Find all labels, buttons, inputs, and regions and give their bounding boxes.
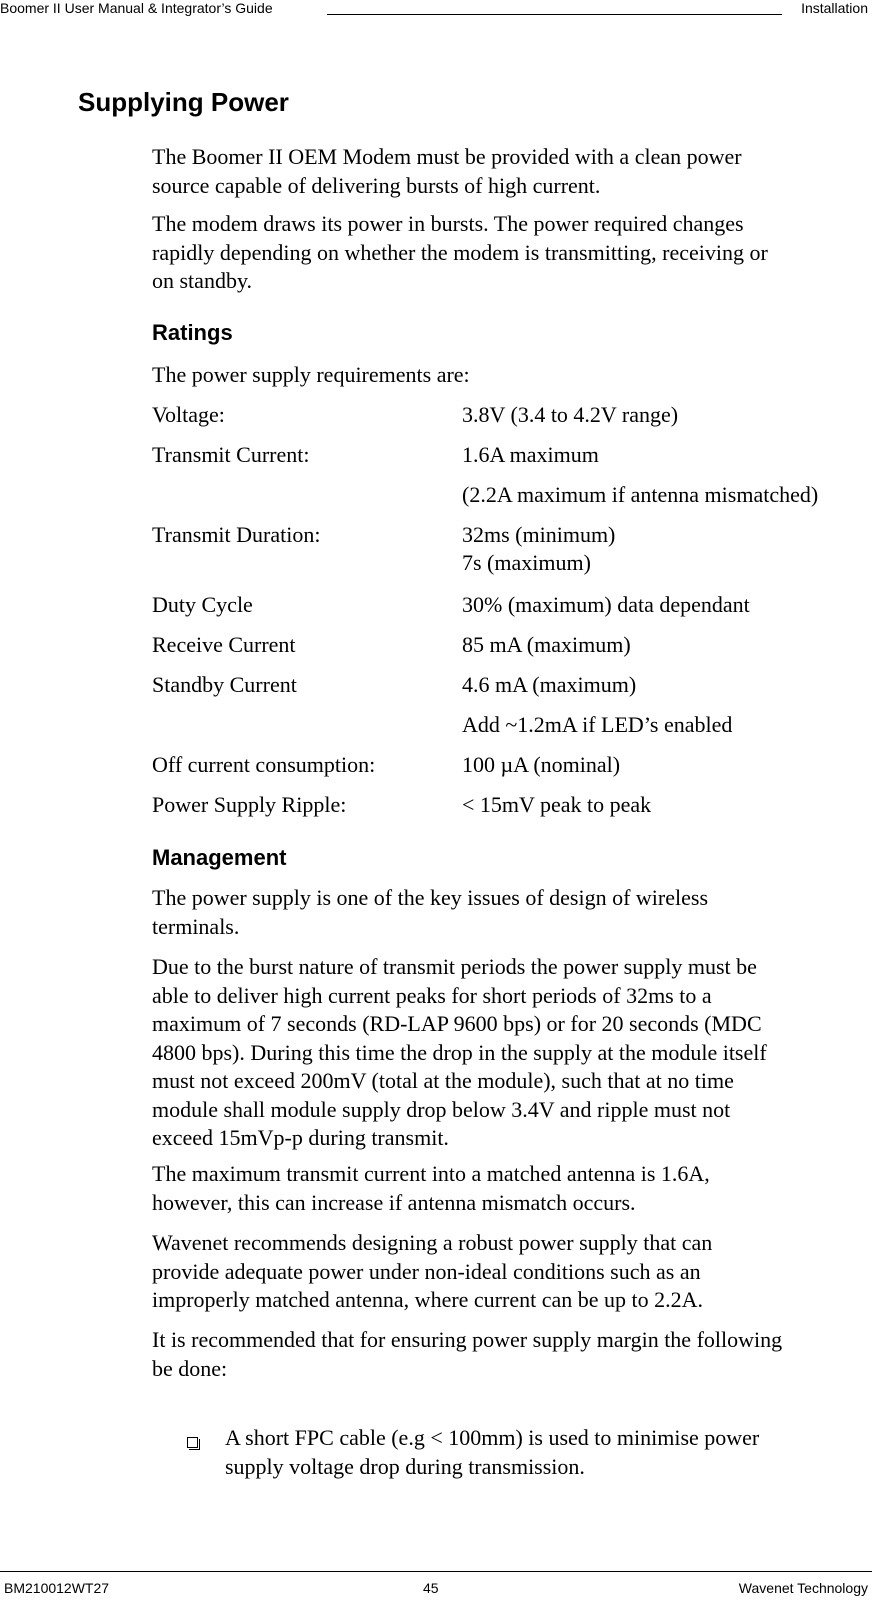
- rating-value: 3.8V (3.4 to 4.2V range): [462, 402, 679, 427]
- text-line: rapidly depending on whether the modem is transmitting, receiving or: [152, 239, 768, 265]
- rating-label: Transmit Current:: [152, 442, 310, 467]
- text-line: maximum of 7 seconds (RD-LAP 9600 bps) or for 20 seconds (MDC: [152, 1011, 762, 1036]
- rating-label: Standby Current: [152, 672, 297, 697]
- text-line: 4800 bps). During this time the drop in the supply at the module itself: [152, 1039, 767, 1065]
- management-paragraph-1: [152, 884, 872, 941]
- text-line: terminals.: [152, 913, 240, 939]
- rating-value: (2.2A maximum if antenna mismatched): [462, 482, 819, 507]
- management-paragraph-4: [152, 1229, 872, 1315]
- rating-label: Off current consumption:: [152, 752, 376, 777]
- ratings-lead: The power supply requirements are:: [152, 362, 470, 387]
- rating-label: Transmit Duration:: [152, 522, 321, 547]
- text-line: A short FPC cable (e.g < 100mm) is used to minimise power: [225, 1425, 760, 1450]
- rating-value: < 15mV peak to peak: [462, 792, 652, 817]
- footer-company: Wavenet Technology: [738, 1580, 868, 1596]
- text-line: The power supply is one of the key issues of design of wireless: [152, 885, 709, 910]
- rating-label: Voltage:: [152, 402, 225, 427]
- rating-value: 32ms (minimum): [462, 522, 616, 547]
- management-heading: Management: [152, 845, 287, 870]
- text-line: be done:: [152, 1355, 228, 1381]
- rating-value: 85 mA (maximum): [462, 632, 631, 657]
- intro-paragraph-2: [152, 210, 872, 296]
- rating-label: Receive Current: [152, 632, 296, 657]
- page-number: 45: [423, 1580, 439, 1596]
- intro-paragraph-1: [152, 143, 872, 200]
- header-doc-title: Boomer II User Manual & Integrator’s Guide: [0, 0, 273, 16]
- text-line: on standby.: [152, 268, 253, 293]
- rating-label: Duty Cycle: [152, 592, 253, 617]
- text-line: module shall module supply drop below 3.4V and ripple must not: [152, 1096, 731, 1122]
- text-line: Due to the burst nature of transmit periods the power supply must be: [152, 954, 757, 979]
- management-paragraph-5: [152, 1326, 872, 1383]
- rating-value: 30% (maximum) data dependant: [462, 592, 750, 617]
- text-line: supply voltage drop during transmission.: [225, 1453, 585, 1479]
- management-paragraph-2: [152, 953, 872, 1153]
- rating-value: 7s (maximum): [462, 550, 591, 575]
- header-section: Installation: [801, 0, 868, 16]
- text-line: however, this can increase if antenna mismatch occurs.: [152, 1189, 636, 1215]
- page-header: [0, 0, 868, 20]
- rating-value: Add ~1.2mA if LED’s enabled: [462, 712, 733, 737]
- text-line: exceed 15mVp-p during transmit.: [152, 1125, 449, 1150]
- text-line: The Boomer II OEM Modem must be provided with a clean power: [152, 144, 742, 169]
- checkbox-bullet-icon: [187, 1437, 198, 1448]
- ratings-heading: Ratings: [152, 320, 233, 345]
- text-line: It is recommended that for ensuring power supply margin the following: [152, 1327, 783, 1352]
- header-rule: [327, 14, 782, 15]
- text-line: able to deliver high current peaks for short periods of 32ms to a: [152, 982, 712, 1008]
- footer-rule: [0, 1571, 872, 1572]
- section-title: Supplying Power: [78, 87, 289, 117]
- text-line: Wavenet recommends designing a robust power supply that can: [152, 1230, 713, 1255]
- text-line: source capable of delivering bursts of high current.: [152, 172, 601, 198]
- rating-value: 100 µA (nominal): [462, 752, 621, 777]
- text-line: must not exceed 200mV (total at the module), such that at no time: [152, 1068, 734, 1093]
- footer-doc-number: BM210012WT27: [4, 1580, 110, 1596]
- rating-label: Power Supply Ripple:: [152, 792, 347, 817]
- text-line: The modem draws its power in bursts. The power required changes: [152, 211, 744, 236]
- text-line: improperly matched antenna, where current can be up to 2.2A.: [152, 1287, 704, 1312]
- rating-value: 1.6A maximum: [462, 442, 599, 467]
- list-item: [225, 1424, 759, 1481]
- management-paragraph-3: [152, 1160, 872, 1217]
- rating-value: 4.6 mA (maximum): [462, 672, 637, 697]
- text-line: The maximum transmit current into a matched antenna is 1.6A,: [152, 1161, 710, 1186]
- text-line: provide adequate power under non-ideal conditions such as an: [152, 1258, 701, 1284]
